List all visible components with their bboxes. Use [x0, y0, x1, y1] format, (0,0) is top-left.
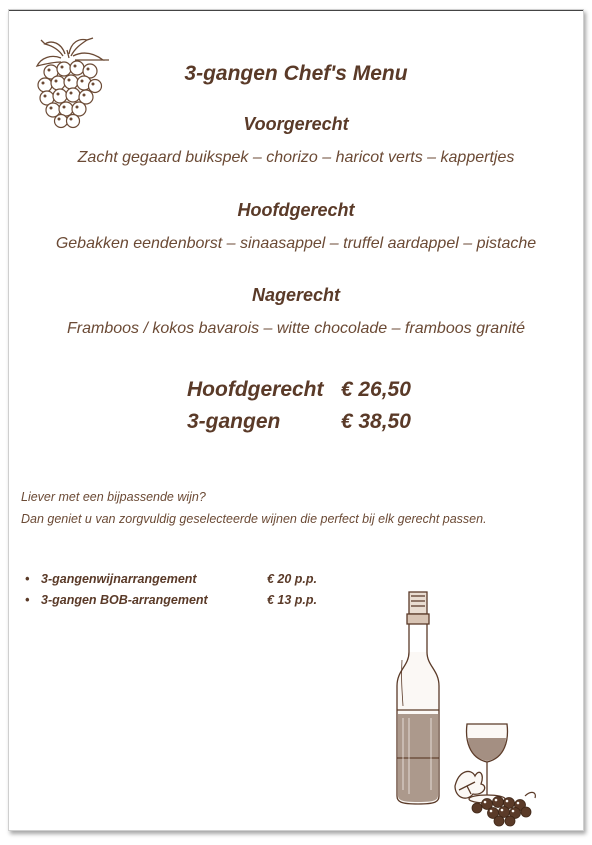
wine-intro-line1: Liever met een bijpassende wijn?: [21, 490, 206, 504]
menu-title: 3-gangen Chef's Menu: [184, 62, 408, 85]
price-amount: € 26,50: [340, 378, 411, 401]
arrangement-name: 3-gangen BOB-arrangement: [41, 593, 208, 607]
course-dish-main: Gebakken eendenborst – sinaasappel – truffel aardappel – pistache: [55, 235, 537, 252]
top-rule: [9, 10, 583, 11]
wine-intro-line2: Dan geniet u van zorgvuldig geselecteerde wijnen die perfect bij elk gerecht passen.: [21, 512, 487, 526]
course-heading-starter: Voorgerecht: [243, 114, 349, 134]
course-dish-dessert: Framboos / kokos bavarois – witte chocolade – framboos granité: [66, 320, 525, 337]
course-heading-dessert: Nagerecht: [251, 285, 341, 305]
menu-page: [8, 9, 584, 831]
price-amount: € 38,50: [340, 410, 411, 433]
arrangement-name: 3-gangenwijnarrangement: [41, 572, 197, 586]
price-row-main: [187, 378, 411, 402]
arrangement-price: € 13 p.p.: [267, 593, 318, 607]
course-heading-main: Hoofdgerecht: [237, 200, 355, 220]
arrangement-price: € 20 p.p.: [267, 572, 318, 586]
course-dish-starter: Zacht gegaard buikspek – chorizo – haricot verts – kappertjes: [77, 149, 515, 166]
price-row-three-course: [187, 410, 411, 434]
bullet-icon: •: [25, 572, 30, 586]
price-label: 3-gangen: [187, 410, 281, 433]
bullet-icon: •: [25, 593, 30, 607]
wine-bottle-icon: [375, 590, 545, 828]
price-label: Hoofdgerecht: [187, 378, 324, 401]
